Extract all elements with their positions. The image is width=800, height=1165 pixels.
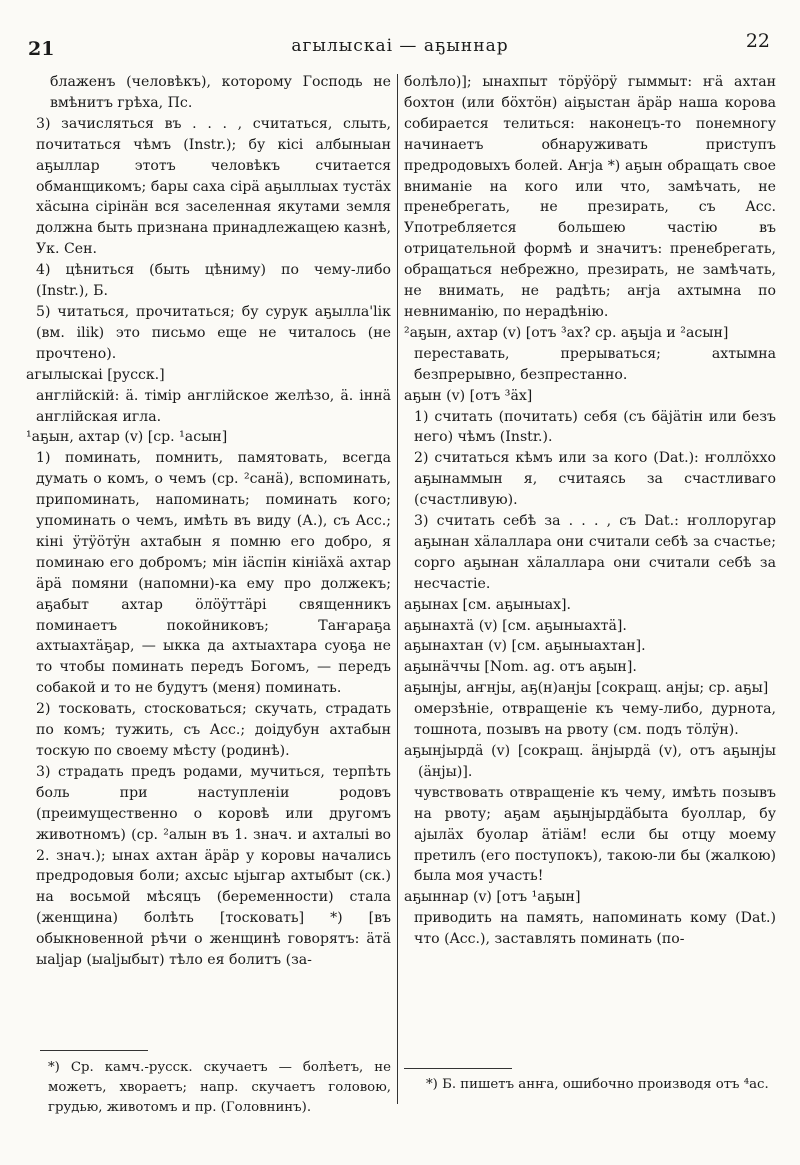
footnote-rule-right (404, 1068, 512, 1069)
footnote-text: *) Ср. камч.-русск. скучаетъ — болѣетъ, не можетъ, хвораетъ; напр. скучаетъ головою, грудью, животомъ и пр. (Головнинъ). (48, 1060, 391, 1115)
entry-headword: ¹аҕын, ахтар (v) [ср. ¹асын] (26, 429, 228, 446)
entry-paragraph: 3) считать себѣ за . . . , съ Dat.: ҥоллоругар аҕынан хäлаллара они считали себѣ за счастье; сорго аҕынан хäлаллара они считали себѣ за несчастіе. (414, 513, 776, 592)
entry-paragraph: 1) поминать, помнить, памятовать, всегда думать о комъ, о чемъ (ср. ²санä), вспоминать, припоминать, напоминать; поминать кого; упоминать о чемъ, имѣть въ виду (А.), съ Acc.; кіні ÿтÿöтÿн ахтабын я помню его добро, я поминаю его добромъ; мін іäспін кініäхä ахтар äрä помяни (напомни)-ка ему про должекъ; аҕабыт ахтар öлöÿттäрі священникъ поминаетъ покойниковъ; Таҥараҕа ахтыахтäҕар, — ыкка да ахтыахтара суоҕа не то чтобы поминать передъ Богомъ, — передъ собакой и то не будутъ (меня) поминать. (36, 450, 391, 697)
entry-paragraph: 5) читаться, прочитаться; бу сурук аҕылла'lік (вм. ilik) это письмо еще не читалось (не прочтено). (36, 303, 391, 362)
left-column (26, 72, 391, 971)
entry-paragraph: 3) страдать предъ родами, мучиться, терпѣть боль при наступленіи родовъ (преимущественно о коровѣ или другомъ животномъ) (ср. ²алын въ 1. знач. и ахталыі во 2. знач.); ынах ахтан äрäр у коровы начались предродовыя боли; ахсыс ыјыгар ахтыбыт (ск.) на восьмой мѣсяцъ (беременности) стала (женщина) болѣть [тосковать] *) [въ обыкновенной рѣчи о женщинѣ говорятъ: äтä ыаlјар (ыаlјыбыт) тѣло ея болитъ (за- (36, 763, 391, 969)
entry-paragraph: болѣло)]; ынахпыт тöрÿöрÿ гыммыт: ҥä ахтан бохтон (или бöхтöн) аіҕыстан äрäр наша корова собирается телиться: наконецъ-то понемногу начинаетъ обнаруживать приступъ предродовыхъ болей. Аҥја *) аҕын обращать свое вниманіе на кого или что, замѣчать, не пренебрегать, не презирать, съ Acc. Употребляется большею частію въ отрицательной формѣ и значитъ: пренебрегать, обращаться небрежно, презирать, не замѣчать, не внимать, не радѣть; аҥја ахтымна по невниманію, по нерадѣнію. (404, 74, 776, 320)
entry-paragraph: англійскій: ä. тімір англійское желѣзо, ä. іннä англійская игла. (36, 387, 391, 425)
column-divider (397, 74, 398, 1104)
page-number-right: 22 (745, 30, 770, 52)
right-column (404, 72, 776, 950)
entry-headword: аҕынахтан (v) [см. аҕыныахтан]. (404, 638, 646, 655)
footnote-text: *) Б. пишетъ анҥа, ошибочно производя отъ ⁴ас. (426, 1077, 769, 1092)
entry-headword: аҕыннар (v) [отъ ¹аҕын] (404, 889, 581, 906)
entry-paragraph: 2) тосковать, стосковаться; скучать, страдать по комъ; тужить, съ Acc.; доідубун ахтабын тоскую по своему мѣсту (родинѣ). (36, 701, 391, 759)
footnote-left (26, 1058, 391, 1118)
entry-paragraph: приводить на память, напоминать кому (Dat.) что (Acc.), заставлять поминать (по- (414, 910, 776, 948)
entry-paragraph: блаженъ (человѣкъ), которому Господь не вмѣнитъ грѣха, Пс. (50, 74, 391, 111)
entry-paragraph: 2) считаться кѣмъ или за кого (Dat.): ҥоллöххо аҕынаммын я, считаясь за счастливаго (счастливую). (414, 450, 776, 509)
page-header (0, 28, 800, 58)
entry-headword: аҕынјы, аҥнјы, аҕ(н)анјы [сокращ. анјы; ср. аҕы] (404, 680, 769, 697)
entry-headword: ²аҕын, ахтар (v) [отъ ³ах? ср. аҕыја и ²асын] (404, 324, 729, 341)
entry-headword: агылыскаі [русск.] (26, 366, 165, 383)
entry-paragraph: чувствовать отвращеніе къ чему, имѣть позывъ на рвоту; аҕам аҕынјырдäбыта буоллар, бу аjылäх буолар äтіäм! если бы отцу моему претилъ (его поступокъ), такою-ли бы (жалкою) была моя участь! (414, 784, 776, 885)
entry-headword: аҕынахтä (v) [см. аҕыныахтä]. (404, 617, 627, 634)
footnote-rule-left (40, 1050, 148, 1051)
entry-headword: аҕынјырдä (v) [сокращ. äнјырдä (v), отъ аҕынјы (äнјы)]. (404, 743, 776, 780)
entry-paragraph: переставать, прерываться; ахтымна безпрерывно, безпрестанно. (414, 345, 776, 383)
running-title: агылыскаі — аҕыннар (291, 36, 509, 56)
entry-paragraph: 3) зачисляться въ . . . , считаться, слыть, почитаться чѣмъ (Instr.); бу кісі албыныан аҕыллар этотъ человѣкъ считается обманщикомъ; бары саха сірä аҕыллыах тустäх хäсына сірінäн вся заселенная якутами земля должна быть признана принадлежащею казнѣ, Ук. Сен. (36, 115, 391, 258)
entry-headword: аҕынах [см. аҕыныах]. (404, 596, 572, 613)
page-number-left: 21 (28, 38, 55, 60)
entry-headword: аҕынäччы [Nom. ag. отъ аҕын]. (404, 659, 637, 676)
entry-paragraph: 4) цѣниться (быть цѣниму) по чему-либо (Instr.), Б. (36, 262, 391, 300)
entry-headword: аҕын (v) [отъ ³äх] (404, 387, 533, 404)
entry-paragraph: 1) считать (почитать) себя (съ бäјäтін или безъ него) чѣмъ (Instr.). (414, 408, 776, 446)
footnote-right (404, 1075, 776, 1095)
entry-paragraph: омерзѣніе, отвращеніе къ чему-либо, дурнота, тошнота, позывъ на рвоту (см. подъ тöлÿн). (414, 701, 776, 739)
